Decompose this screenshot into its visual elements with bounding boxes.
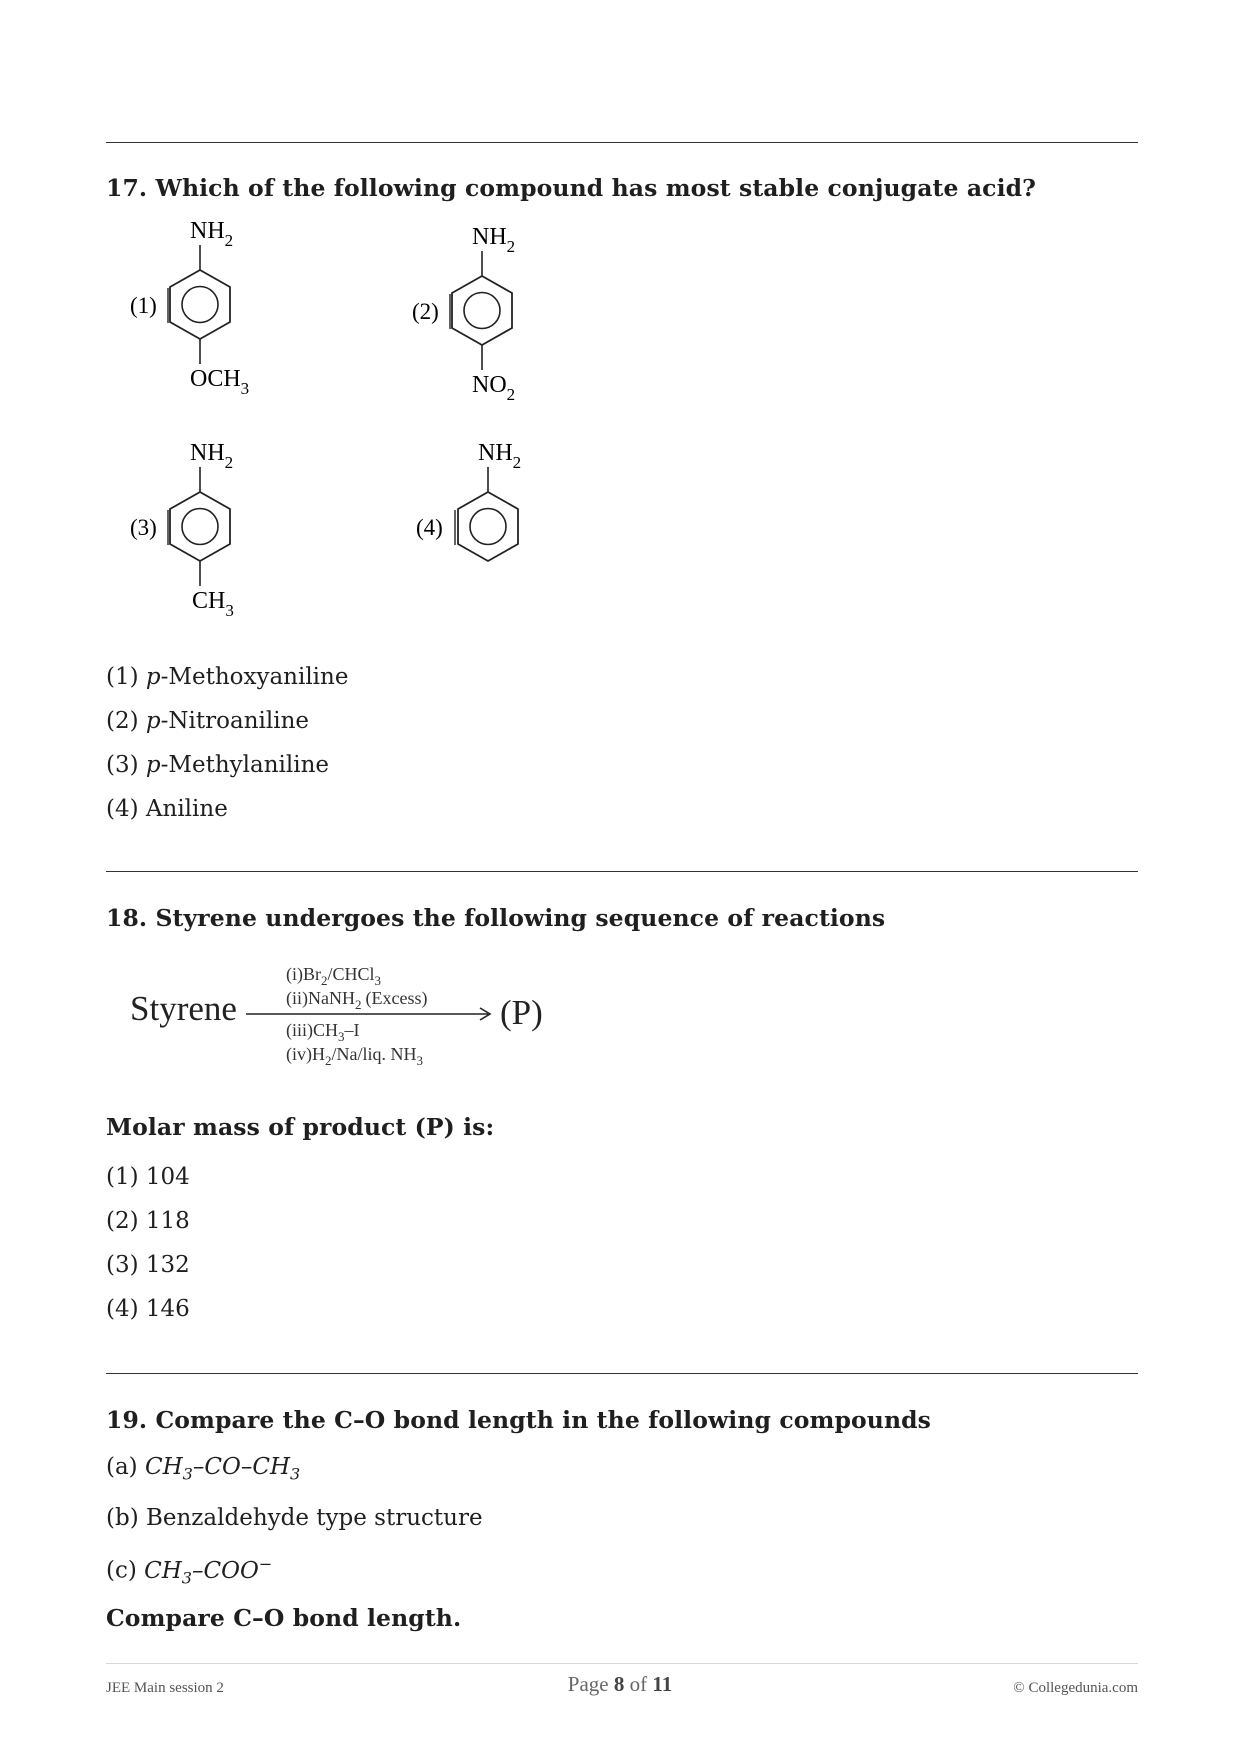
structure-2-top-group: $NH_2$ <box>472 224 516 256</box>
question-18-title: 18. Styrene undergoes the following sequence of reactions <box>106 904 886 932</box>
q19-item-c: (c) $CH_3-COO^-$ <box>106 1554 273 1588</box>
benzene-ring-1 <box>128 218 278 408</box>
question-19-title: 19. Compare the C–O bond length in the following compounds <box>106 1406 932 1434</box>
structure-1-label: (1) <box>130 293 157 318</box>
reaction-scheme-svg <box>128 958 588 1068</box>
reaction-step-4: $(iv)H_2/Na$/liq. $NH_3$ <box>286 1044 423 1068</box>
question-18-subtitle: Molar mass of product (P) is: <box>106 1113 495 1141</box>
q17-option-4: (4) Aniline <box>106 796 228 822</box>
structure-2 <box>410 224 560 418</box>
reaction-step-3: $(iii)CH_3-I$ <box>286 1020 360 1044</box>
q19-item-b: (b) Benzaldehyde type structure <box>106 1505 483 1531</box>
structure-4 <box>416 440 566 584</box>
benzene-ring-4 <box>416 440 566 580</box>
reaction-scheme <box>128 958 588 1072</box>
question-19-footer-note: Compare C–O bond length. <box>106 1604 462 1632</box>
footer-exam-name: JEE Main session 2 <box>106 1680 224 1696</box>
structure-2-label: (2) <box>412 299 439 324</box>
divider-q19 <box>106 1373 1138 1374</box>
q19-item-a: (a) $CH_3-CO-CH_3$ <box>106 1454 301 1484</box>
structure-3-label: (3) <box>130 515 157 540</box>
structure-3 <box>128 440 278 634</box>
structure-1-bottom-group: $OCH_3$ <box>190 366 250 398</box>
footer-copyright: © Collegedunia.com <box>1013 1680 1138 1696</box>
structure-3-top-group: $NH_2$ <box>190 440 234 472</box>
q18-option-3: (3) 132 <box>106 1252 190 1278</box>
structure-1-top-group: $NH_2$ <box>190 218 234 250</box>
structure-2-bottom-group: $NO_2$ <box>472 372 516 404</box>
q17-option-3: (3) p-Methylaniline <box>106 752 329 778</box>
reaction-step-2: (ii)NaNH$_2$ (Excess) <box>286 988 428 1012</box>
divider-q18 <box>106 871 1138 872</box>
q18-option-1: (1) 104 <box>106 1164 190 1190</box>
question-17-title: 17. Which of the following compound has most stable conjugate acid? <box>106 174 1036 202</box>
q17-option-2: (2) p-Nitroaniline <box>106 708 309 734</box>
reactant-label: Styrene <box>130 989 237 1028</box>
footer-page-number: Page 8 of 11 <box>567 1672 673 1696</box>
benzene-ring-3 <box>128 440 278 630</box>
benzene-ring-2 <box>410 224 560 414</box>
q18-option-4: (4) 146 <box>106 1296 190 1322</box>
structure-4-label: (4) <box>416 515 443 540</box>
structure-4-top-group: $NH_2$ <box>478 440 522 472</box>
divider-top <box>106 142 1138 143</box>
reaction-step-1: $(i)Br_2/CHCl_3$ <box>286 964 382 988</box>
q17-option-1: (1) p-Methoxyaniline <box>106 664 349 690</box>
footer-divider <box>106 1663 1138 1664</box>
q18-option-2: (2) 118 <box>106 1208 190 1234</box>
product-label: (P) <box>500 993 543 1032</box>
structure-1 <box>128 218 278 412</box>
structure-3-bottom-group: $CH_3$ <box>192 588 234 620</box>
